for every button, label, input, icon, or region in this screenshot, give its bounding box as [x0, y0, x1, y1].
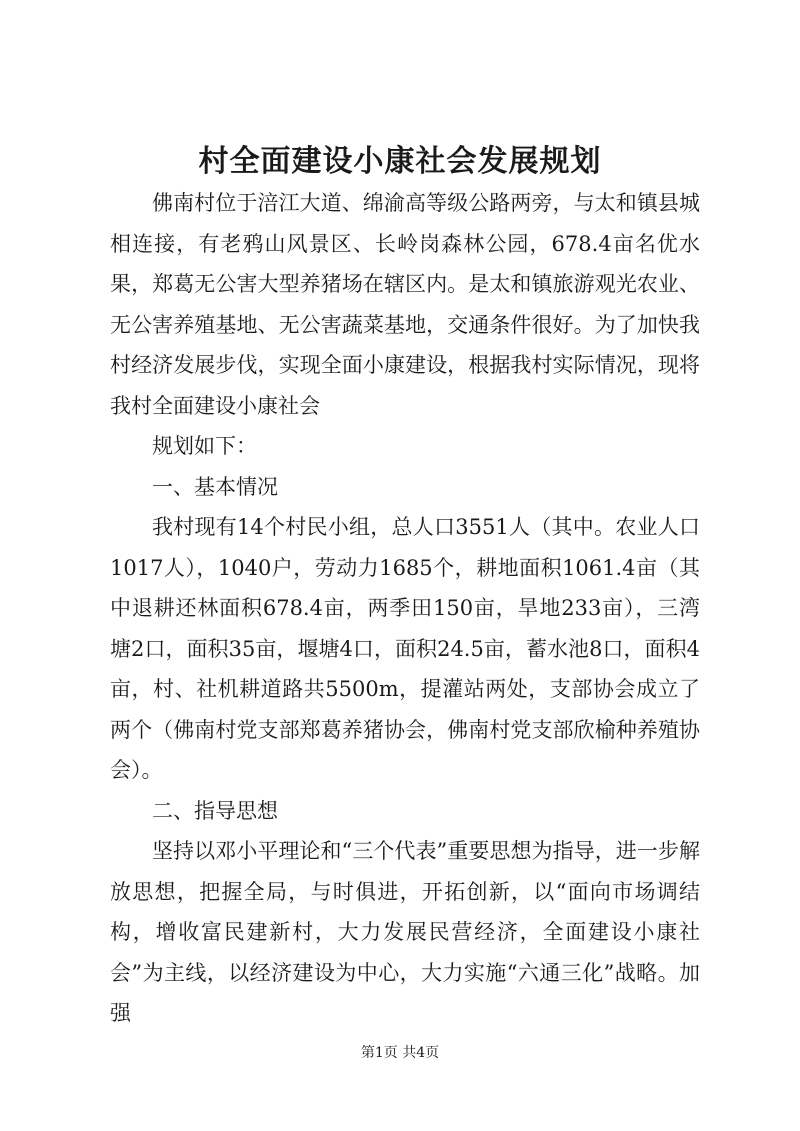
paragraph-intro: 佛南村位于涪江大道、绵渝高等级公路两旁，与太和镇县城相连接，有老鸦山风景区、长岭岗森林公园，678.4亩名优水果，郑葛无公害大型养猪场在辖区内。是太和镇旅游观光农业、无公害养殖基地、无公害蔬菜基地，交通条件很好。为了加快我村经济发展步伐，实现全面小康建设，根据我村实际情况，现将我村全面建设小康社会 — [110, 191, 700, 418]
section-heading-basic-situation: 一、基本情况 — [152, 474, 278, 499]
paragraph-guiding-ideology: 坚持以邓小平理论和“三个代表”重要思想为指导，进一步解放思想，把握全局，与时俱进，开拓创新，以“面向市场调结构，增收富民建新村，大力发展民营经济，全面建设小康社会”为主线，以经济建设为中心，大力实施“六通三化”战略。加强 — [110, 839, 700, 1025]
paragraph-plan-lead: 规划如下： — [152, 434, 257, 458]
document-title: 村全面建设小康社会发展规划 — [198, 144, 602, 179]
paragraph-basic-situation: 我村现有14个村民小组，总人口3551人（其中。农业人口1017人），1040户，劳动力1685个，耕地面积1061.4亩（其中退耕还林面积678.4亩，两季田150亩，旱地233亩），三湾塘2口，面积35亩，堰塘4口，面积24.5亩，蓄水池8口，面积4亩，村、社机耕道路共5500m，提灌站两处，支部协会成立了两个（佛南村党支部郑葛养猪协会，佛南村党支部欣榆种养殖协会）。 — [110, 515, 700, 782]
document-body — [110, 183, 700, 1034]
page-number-footer: 第1页 共4页 — [360, 1045, 440, 1061]
section-heading-guiding-ideology: 二、指导思想 — [152, 798, 278, 823]
